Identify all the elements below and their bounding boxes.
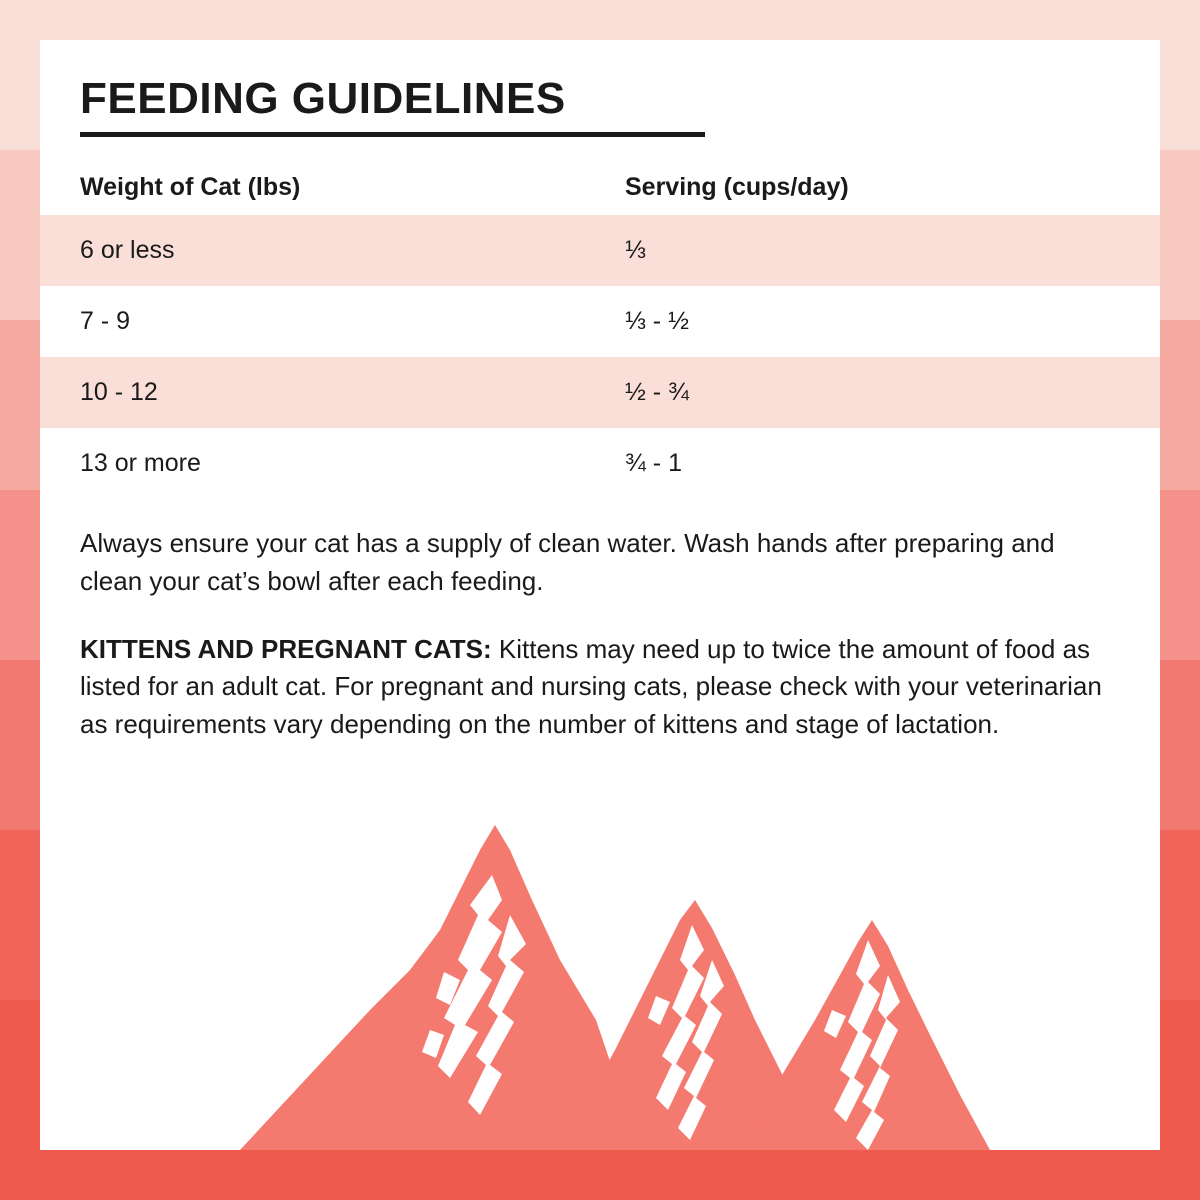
- kittens-note-label: KITTENS AND PREGNANT CATS:: [80, 633, 492, 664]
- cell-serving: ⅓: [625, 236, 646, 265]
- title-underline: [80, 132, 705, 137]
- column-header-weight: Weight of Cat (lbs): [80, 172, 301, 201]
- table-header-row: [40, 159, 1160, 215]
- feeding-guidelines-card: [40, 40, 1160, 1150]
- column-header-serving: Serving (cups/day): [625, 172, 849, 201]
- water-note: Always ensure your cat has a supply of clean water. Wash hands after preparing and clean your cat’s bowl after each feeding.: [80, 528, 1055, 596]
- feeding-table: [40, 159, 1160, 499]
- table-row: [40, 357, 1160, 428]
- table-row: [40, 286, 1160, 357]
- table-row: [40, 215, 1160, 286]
- table-row: [40, 428, 1160, 499]
- cell-serving: ⅓ - ½: [625, 307, 689, 336]
- cell-serving: ½ - ¾: [625, 378, 689, 407]
- cell-weight: 7 - 9: [80, 307, 131, 336]
- cell-weight: 13 or more: [80, 449, 201, 478]
- cell-weight: 6 or less: [80, 236, 175, 265]
- cell-weight: 10 - 12: [80, 378, 158, 407]
- kittens-note: [80, 631, 1120, 744]
- mountain-range-graphic: [40, 820, 1160, 1150]
- cell-serving: ¾ - 1: [625, 449, 682, 478]
- page-title: FEEDING GUIDELINES: [80, 74, 566, 123]
- kittens-note-text: Kittens may need up to twice the amount of food as listed for an adult cat. For pregnant and nursing cats, please check with your veterinarian as requirements vary depending on the number of kittens and stage of lactation.: [80, 633, 1102, 739]
